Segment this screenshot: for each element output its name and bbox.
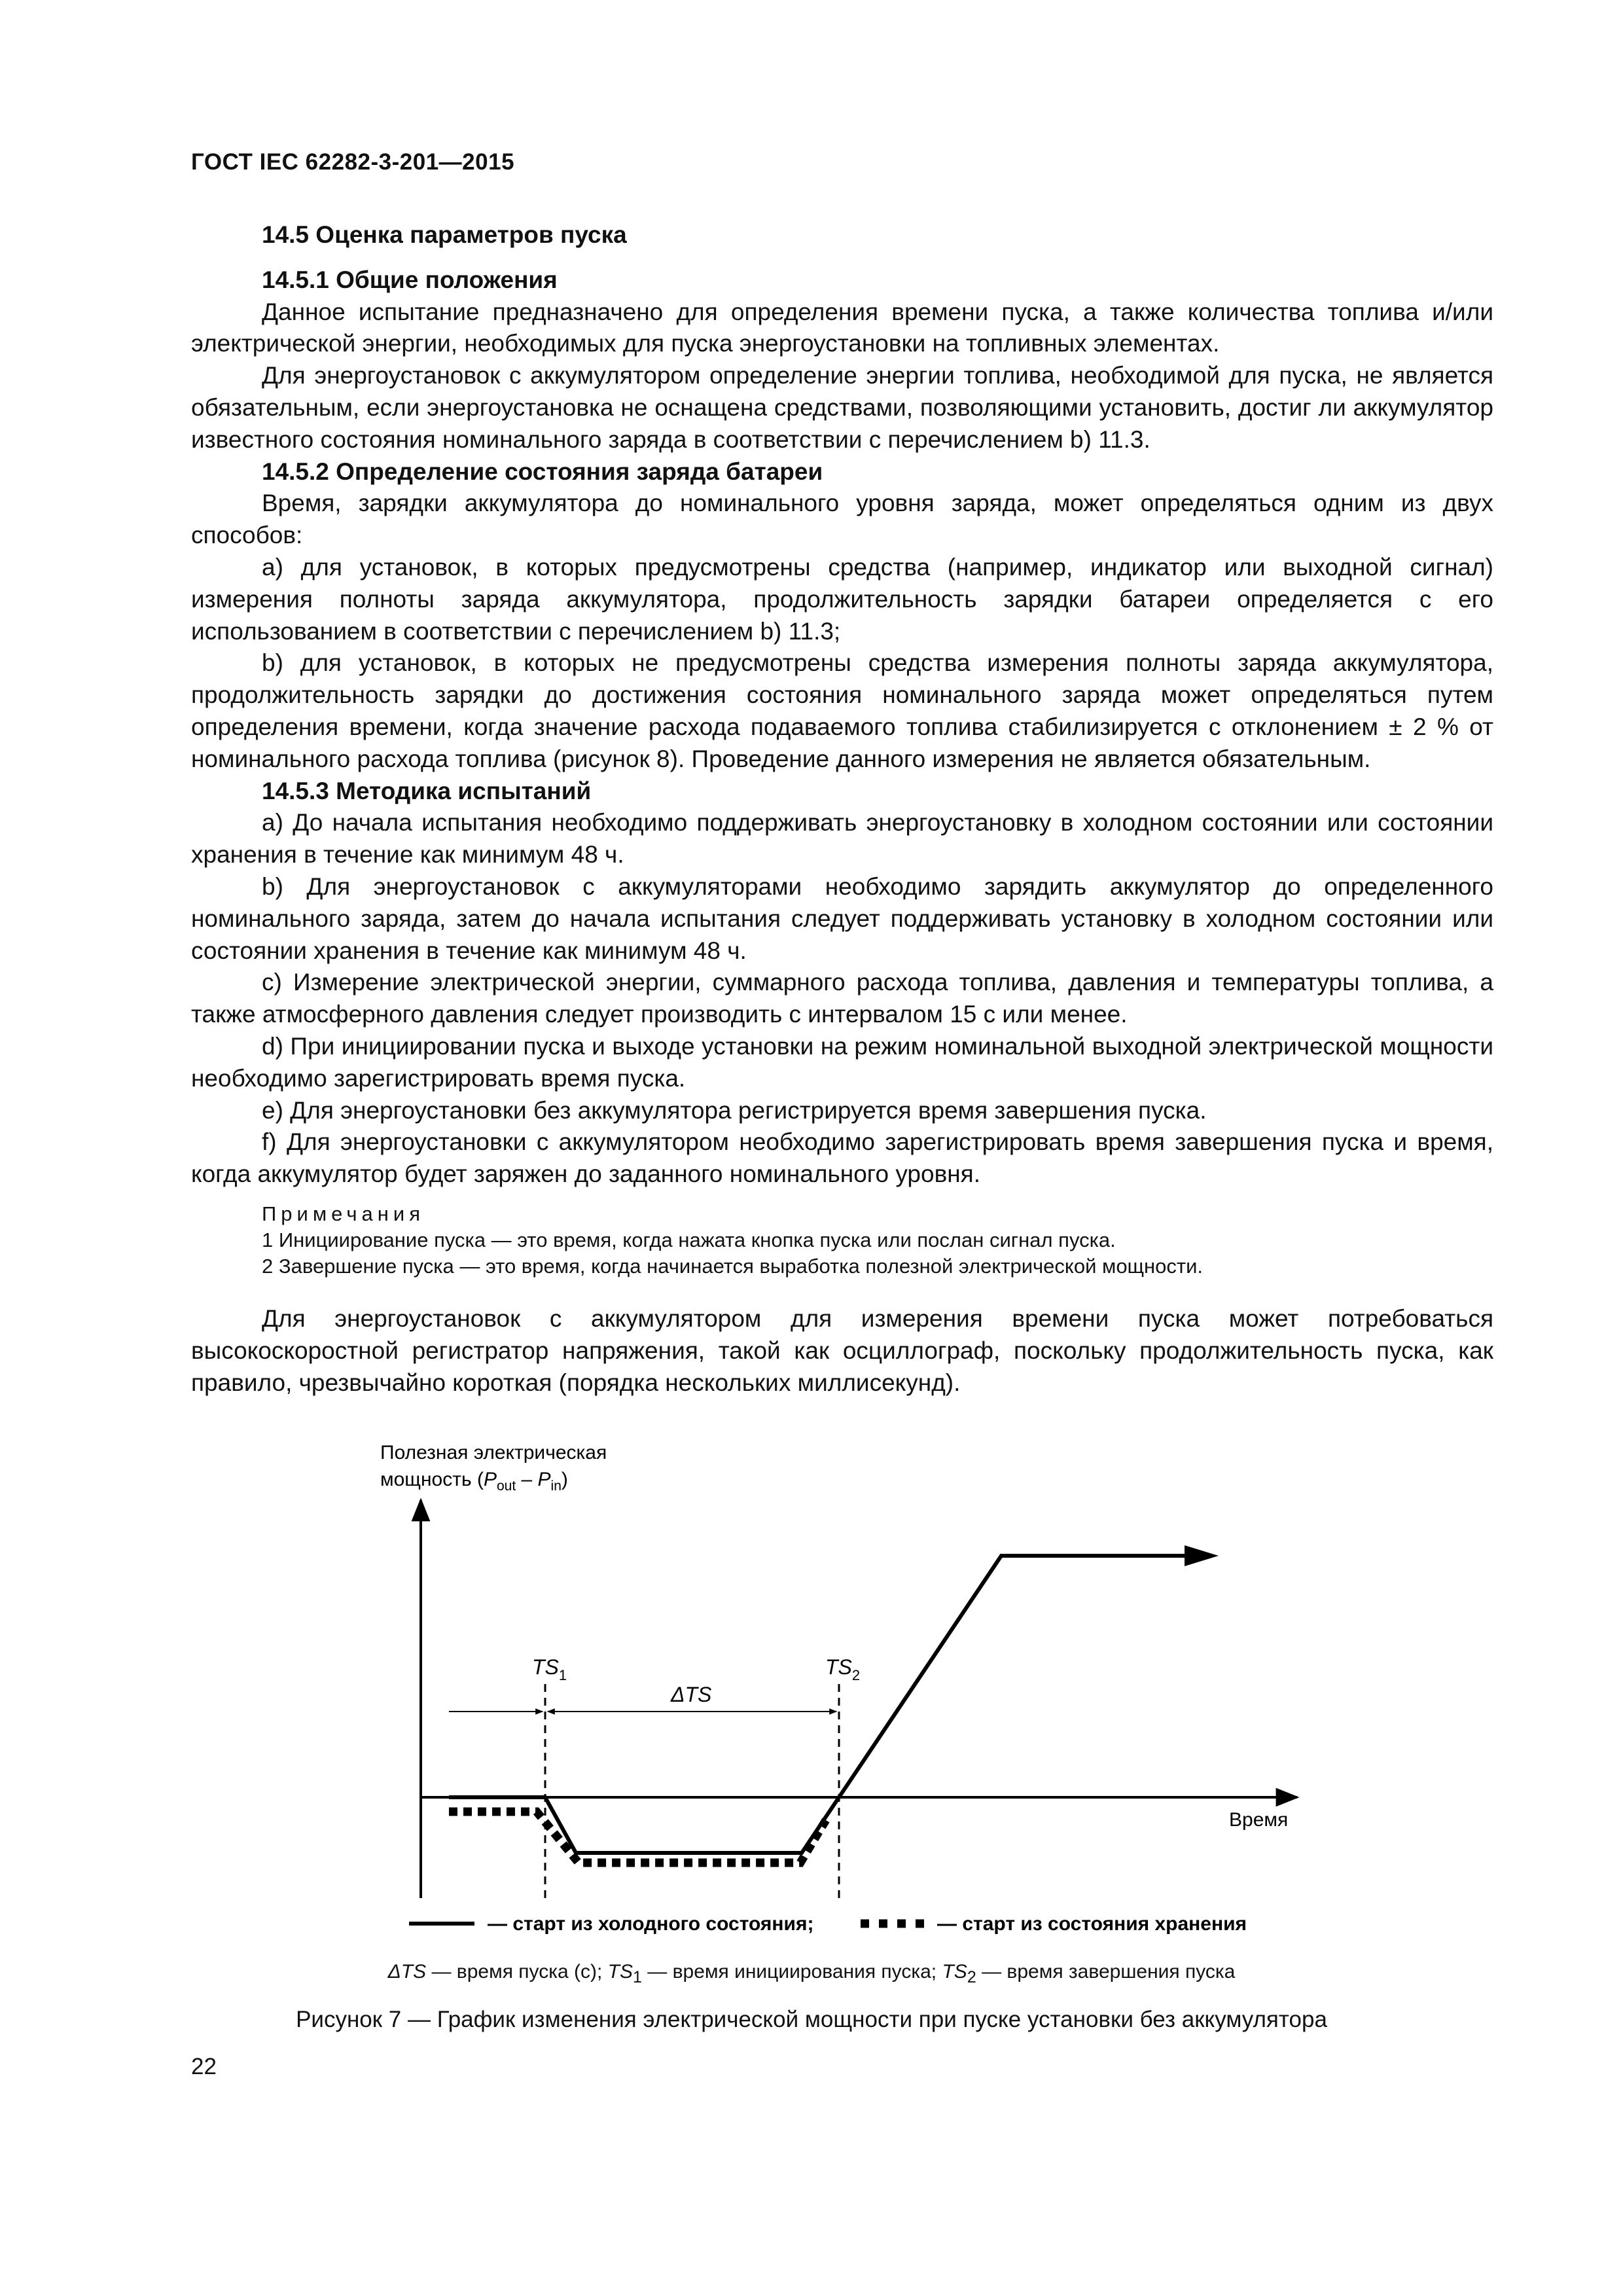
paragraph: Время, зарядки аккумулятора до номинального уровня заряда, может определяться одним из двух способов:	[191, 490, 1493, 549]
section-title: 14.5 Оценка параметров пуска	[262, 221, 627, 248]
ts2-label: $TS_2$	[825, 1655, 861, 1683]
note-1: 1 Инициирование пуска — это время, когда нажата кнопка пуска или послан сигнал пуска.	[262, 1228, 1116, 1251]
notes-title: Примечания	[262, 1202, 425, 1225]
subsection-title-general: 14.5.1 Общие положения	[262, 266, 558, 293]
page-number: 22	[191, 2054, 217, 2079]
list-item: а) для установок, в которых предусмотрены средства (например, индикатор или выходной сигнал) измерения полноты заряда аккумулятора, продолжительность зарядки батареи определяется с его использованием в соответствии с перечислением b) 11.3;	[191, 553, 1493, 645]
subsection-title-method: 14.5.3 Методика испытаний	[262, 777, 592, 804]
paragraph: Для энергоустановок с аккумулятором определение энергии топлива, необходимой для пуска, не является обязательным, если энергоустановка не оснащена средствами, позволяющими установить, достиг ли аккумулятор известного состояния номинального заряда в соответствии с перечислением b) 11.3.	[191, 362, 1493, 453]
figure-caption: Рисунок 7 — График изменения электрической мощности при пуске установки без аккумулятора	[296, 2007, 1327, 2032]
list-item: f) Для энергоустановки с аккумулятором необходимо зарегистрировать время завершения пуска и время, когда аккумулятор будет заряжен до заданного номинального уровня.	[191, 1128, 1493, 1188]
y-axis-label-line2: мощность $(P_{out} - P_{in})$	[380, 1469, 568, 1494]
legend-storage-start-label: — старт из состояния хранения	[937, 1913, 1247, 1935]
list-item: с) Измерение электрической энергии, суммарного расхода топлива, давления и температуры топлива, а также атмосферного давления следует производить с интервалом 15 с или менее.	[191, 969, 1493, 1028]
notes-block	[191, 1201, 1493, 1280]
list-item: b) Для энергоустановок с аккумуляторами необходимо зарядить аккумулятор до определенного номинального заряда, затем до начала испытания следует поддерживать установку в холодном состоянии или состоянии хранения в течение как минимум 48 ч.	[191, 872, 1493, 964]
y-axis-label-line1: Полезная электрическая	[380, 1442, 607, 1463]
list-item: а) До начала испытания необходимо поддерживать энергоустановку в холодном состоянии или состоянии хранения в течение как минимум 48 ч.	[191, 809, 1493, 869]
paragraph: Для энергоустановок с аккумулятором для измерения времени пуска может потребоваться высокоскоростной регистратор напряжения, такой как осциллограф, поскольку продолжительность пуска, как правило, чрезвычайно короткая (порядка нескольких миллисекунд).	[191, 1304, 1493, 1396]
paragraph: Данное испытание предназначено для определения времени пуска, а также количества топлива и/или электрической энергии, необходимых для пуска энергоустановки на топливных элементах.	[191, 298, 1493, 357]
figure-symbols-legend: ΔTS — время пуска (с); $TS_1$ — время инициирования пуска; $TS_2$ — время завершения пуска	[387, 1961, 1236, 1986]
delta-ts-label: ΔTS	[671, 1683, 712, 1706]
startup-power-diagram	[0, 1427, 1623, 1950]
document-body	[191, 219, 1493, 1399]
document-header: ГОСТ IEC 62282-3-201—2015	[191, 149, 515, 175]
list-item: d) При инициировании пуска и выходе установки на режим номинальной выходной электрической мощности необходимо зарегистрировать время пуска.	[191, 1032, 1493, 1092]
cold-start-curve	[449, 1556, 1198, 1853]
cold-start-curve-arrowhead	[1185, 1545, 1219, 1566]
list-item: b) для установок, в которых не предусмотрены средства измерения полноты заряда аккумулятора, продолжительность зарядки до достижения состояния номинального заряда может определяться путем определения времени, когда значение расхода подаваемого топлива стабилизируется с отклонением ± 2 % от номинального расхода топлива (рисунок 8). Проведение данного измерения не является обязательным.	[191, 649, 1493, 772]
note-2: 2 Завершение пуска — это время, когда начинается выработка полезной электрической мощности.	[262, 1254, 1204, 1278]
x-axis-label: Время	[1229, 1809, 1289, 1831]
storage-start-curve	[449, 1812, 826, 1863]
subsection-title-battery: 14.5.2 Определение состояния заряда батареи	[262, 457, 823, 485]
ts1-label: $TS_1$	[532, 1655, 567, 1683]
legend-cold-start-label: — старт из холодного состояния;	[488, 1913, 814, 1935]
list-item: e) Для энергоустановки без аккумулятора регистрируется время завершения пуска.	[262, 1096, 1207, 1124]
